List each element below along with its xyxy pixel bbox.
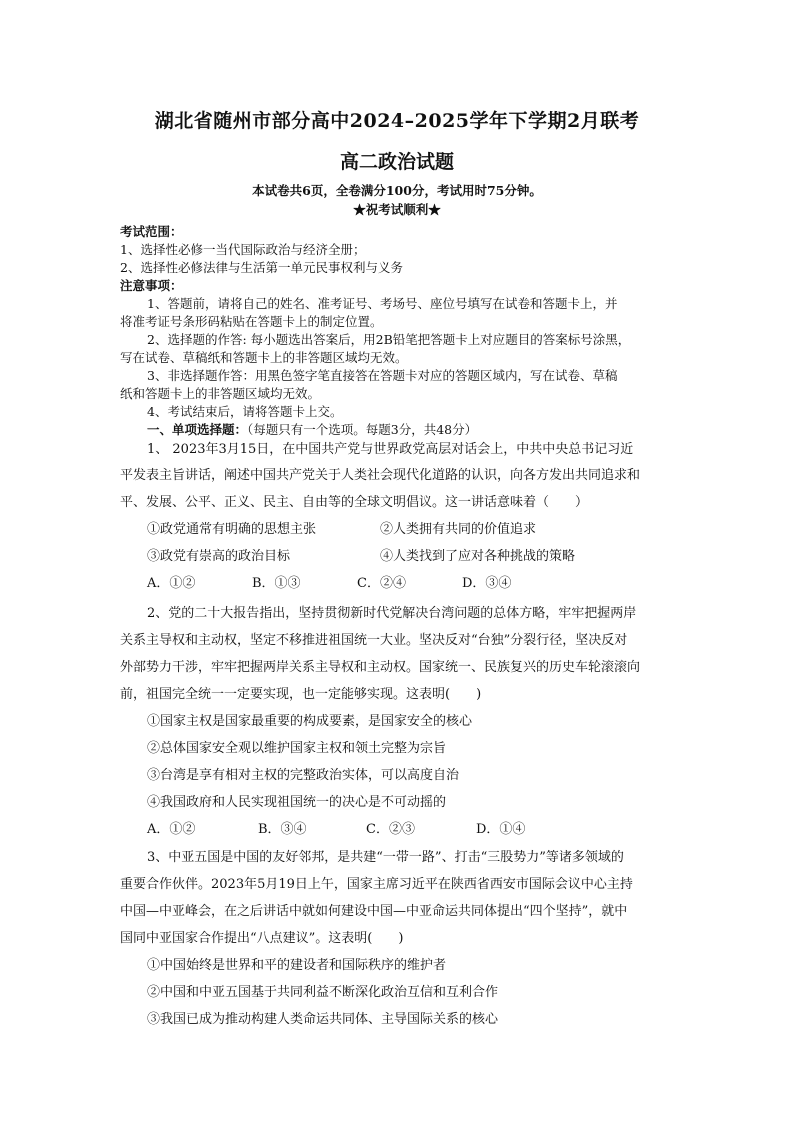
q3-statement: ③我国已成为推动构建人类命运共同体、主导国际关系的核心 bbox=[147, 1012, 499, 1027]
q2-statement: ①国家主权是国家最重要的构成要素，是国家安全的核心 bbox=[147, 714, 473, 729]
q2-option-a: A．①② bbox=[147, 822, 196, 837]
section-heading: 一、单项选择题： bbox=[147, 422, 248, 437]
question-1-line: 平发表主旨讲话，阐述中国共产党关于人类社会现代化道路的认识，向各方发出共同追求和 bbox=[120, 468, 641, 483]
scope-item: 2、选择性必修法律与生活第一单元民事权利与义务 bbox=[120, 260, 403, 275]
question-1-line: 平、发展、公平、正义、民主、自由等的全球文明倡议。这一讲话意味着（ ） bbox=[120, 495, 589, 510]
q2-statement: ④我国政府和人民实现祖国统一的决心是不可动摇的 bbox=[147, 795, 447, 810]
exam-title: 湖北省随州市部分高中2024–2025学年下学期2月联考 bbox=[154, 110, 640, 132]
q1-statement: ②人类拥有共同的价值追求 bbox=[380, 522, 537, 537]
q3-statement: ①中国始终是世界和平的建设者和国际秩序的维护者 bbox=[147, 958, 447, 973]
q1-option-d: D．③④ bbox=[462, 576, 512, 591]
note-line: 4、考试结束后，请将答题卡上交。 bbox=[147, 404, 343, 419]
exam-subtitle: 高二政治试题 bbox=[339, 151, 454, 173]
exam-info: 本试卷共6页，全卷满分100分，考试用时75分钟。 bbox=[252, 183, 542, 198]
q1-option-c: C．②④ bbox=[357, 576, 406, 591]
q1-statement: ③政党有崇高的政治目标 bbox=[147, 549, 291, 564]
q1-statement: ①政党通常有明确的思想主张 bbox=[147, 522, 317, 537]
notes-heading: 注意事项： bbox=[120, 278, 183, 293]
good-luck-line: ★祝考试顺利★ bbox=[353, 202, 441, 217]
q1-option-b: B．①③ bbox=[252, 576, 301, 591]
q1-option-a: A．①② bbox=[147, 576, 196, 591]
q2-statement: ②总体国家安全观以维护国家主权和领土完整为宗旨 bbox=[147, 741, 447, 756]
q2-option-d: D．①④ bbox=[476, 822, 526, 837]
q1-statement: ④人类找到了应对各种挑战的策略 bbox=[380, 549, 576, 564]
note-line: 1、答题前，请将自己的姓名、准考证号、考场号、座位号填写在试卷和答题卡上，并 bbox=[147, 296, 618, 311]
question-2-line: 2、党的二十大报告指出，坚持贯彻新时代党解决台湾问题的总体方略，牢牢把握两岸 bbox=[147, 606, 637, 621]
q2-option-b: B．③④ bbox=[258, 822, 307, 837]
question-3-line: 3、中亚五国是中国的友好邻邦，是共建“一带一路”、打击“三股势力”等诸多领域的 bbox=[147, 850, 624, 865]
question-3-line: 中国—中亚峰会，在之后讲话中就如何建设中国—中亚命运共同体提出“四个坚持”，就中 bbox=[120, 904, 628, 919]
question-2-line: 关系主导权和主动权，坚定不移推进祖国统一大业。坚决反对“台独”分裂行径，坚决反对 bbox=[120, 633, 628, 648]
note-line: 2、选择题的作答: 每小题选出答案后，用2B铅笔把答题卡上对应题目的答案标号涂黑， bbox=[147, 332, 631, 347]
note-line: 写在试卷、草稿纸和答题卡上的非答题区域均无效。 bbox=[120, 350, 408, 365]
question-3-line: 国同中亚国家合作提出“八点建议”。这表明( ) bbox=[120, 931, 404, 946]
question-1-line: 1、 2023年3月15日，在中国共产党与世界政党高层对话会上，中共中央总书记习近 bbox=[147, 442, 634, 457]
q3-statement: ②中国和中亚五国基于共同利益不断深化政治互信和互利合作 bbox=[147, 985, 499, 1000]
note-line: 将准考证号条形码粘贴在答题卡上的制定位置。 bbox=[120, 314, 383, 329]
q2-option-c: C．②③ bbox=[366, 822, 415, 837]
question-2-line: 前，祖国完全统一一定要实现，也一定能够实现。这表明( ) bbox=[120, 687, 482, 702]
q2-statement: ③台湾是享有相对主权的完整政治实体，可以高度自治 bbox=[147, 768, 460, 783]
scope-heading: 考试范围： bbox=[120, 224, 183, 239]
note-line: 3、非选择题作答：用黑色签字笔直接答在答题卡对应的答题区域内，写在试卷、草稿 bbox=[147, 368, 618, 383]
note-line: 纸和答题卡上的非答题区域均无效。 bbox=[120, 386, 321, 401]
scope-item: 1、选择性必修一当代国际政治与经济全册； bbox=[120, 242, 366, 257]
section-heading-row bbox=[147, 420, 477, 438]
section-note: （每题只有一个选项。每题3分，共48分） bbox=[247, 422, 478, 437]
question-2-line: 外部势力干涉，牢牢把握两岸关系主导权和主动权。国家统一、民族复兴的历史车轮滚滚向 bbox=[120, 660, 641, 675]
question-3-line: 重要合作伙伴。2023年5月19日上午，国家主席习近平在陕西省西安市国际会议中心主持 bbox=[120, 877, 633, 892]
